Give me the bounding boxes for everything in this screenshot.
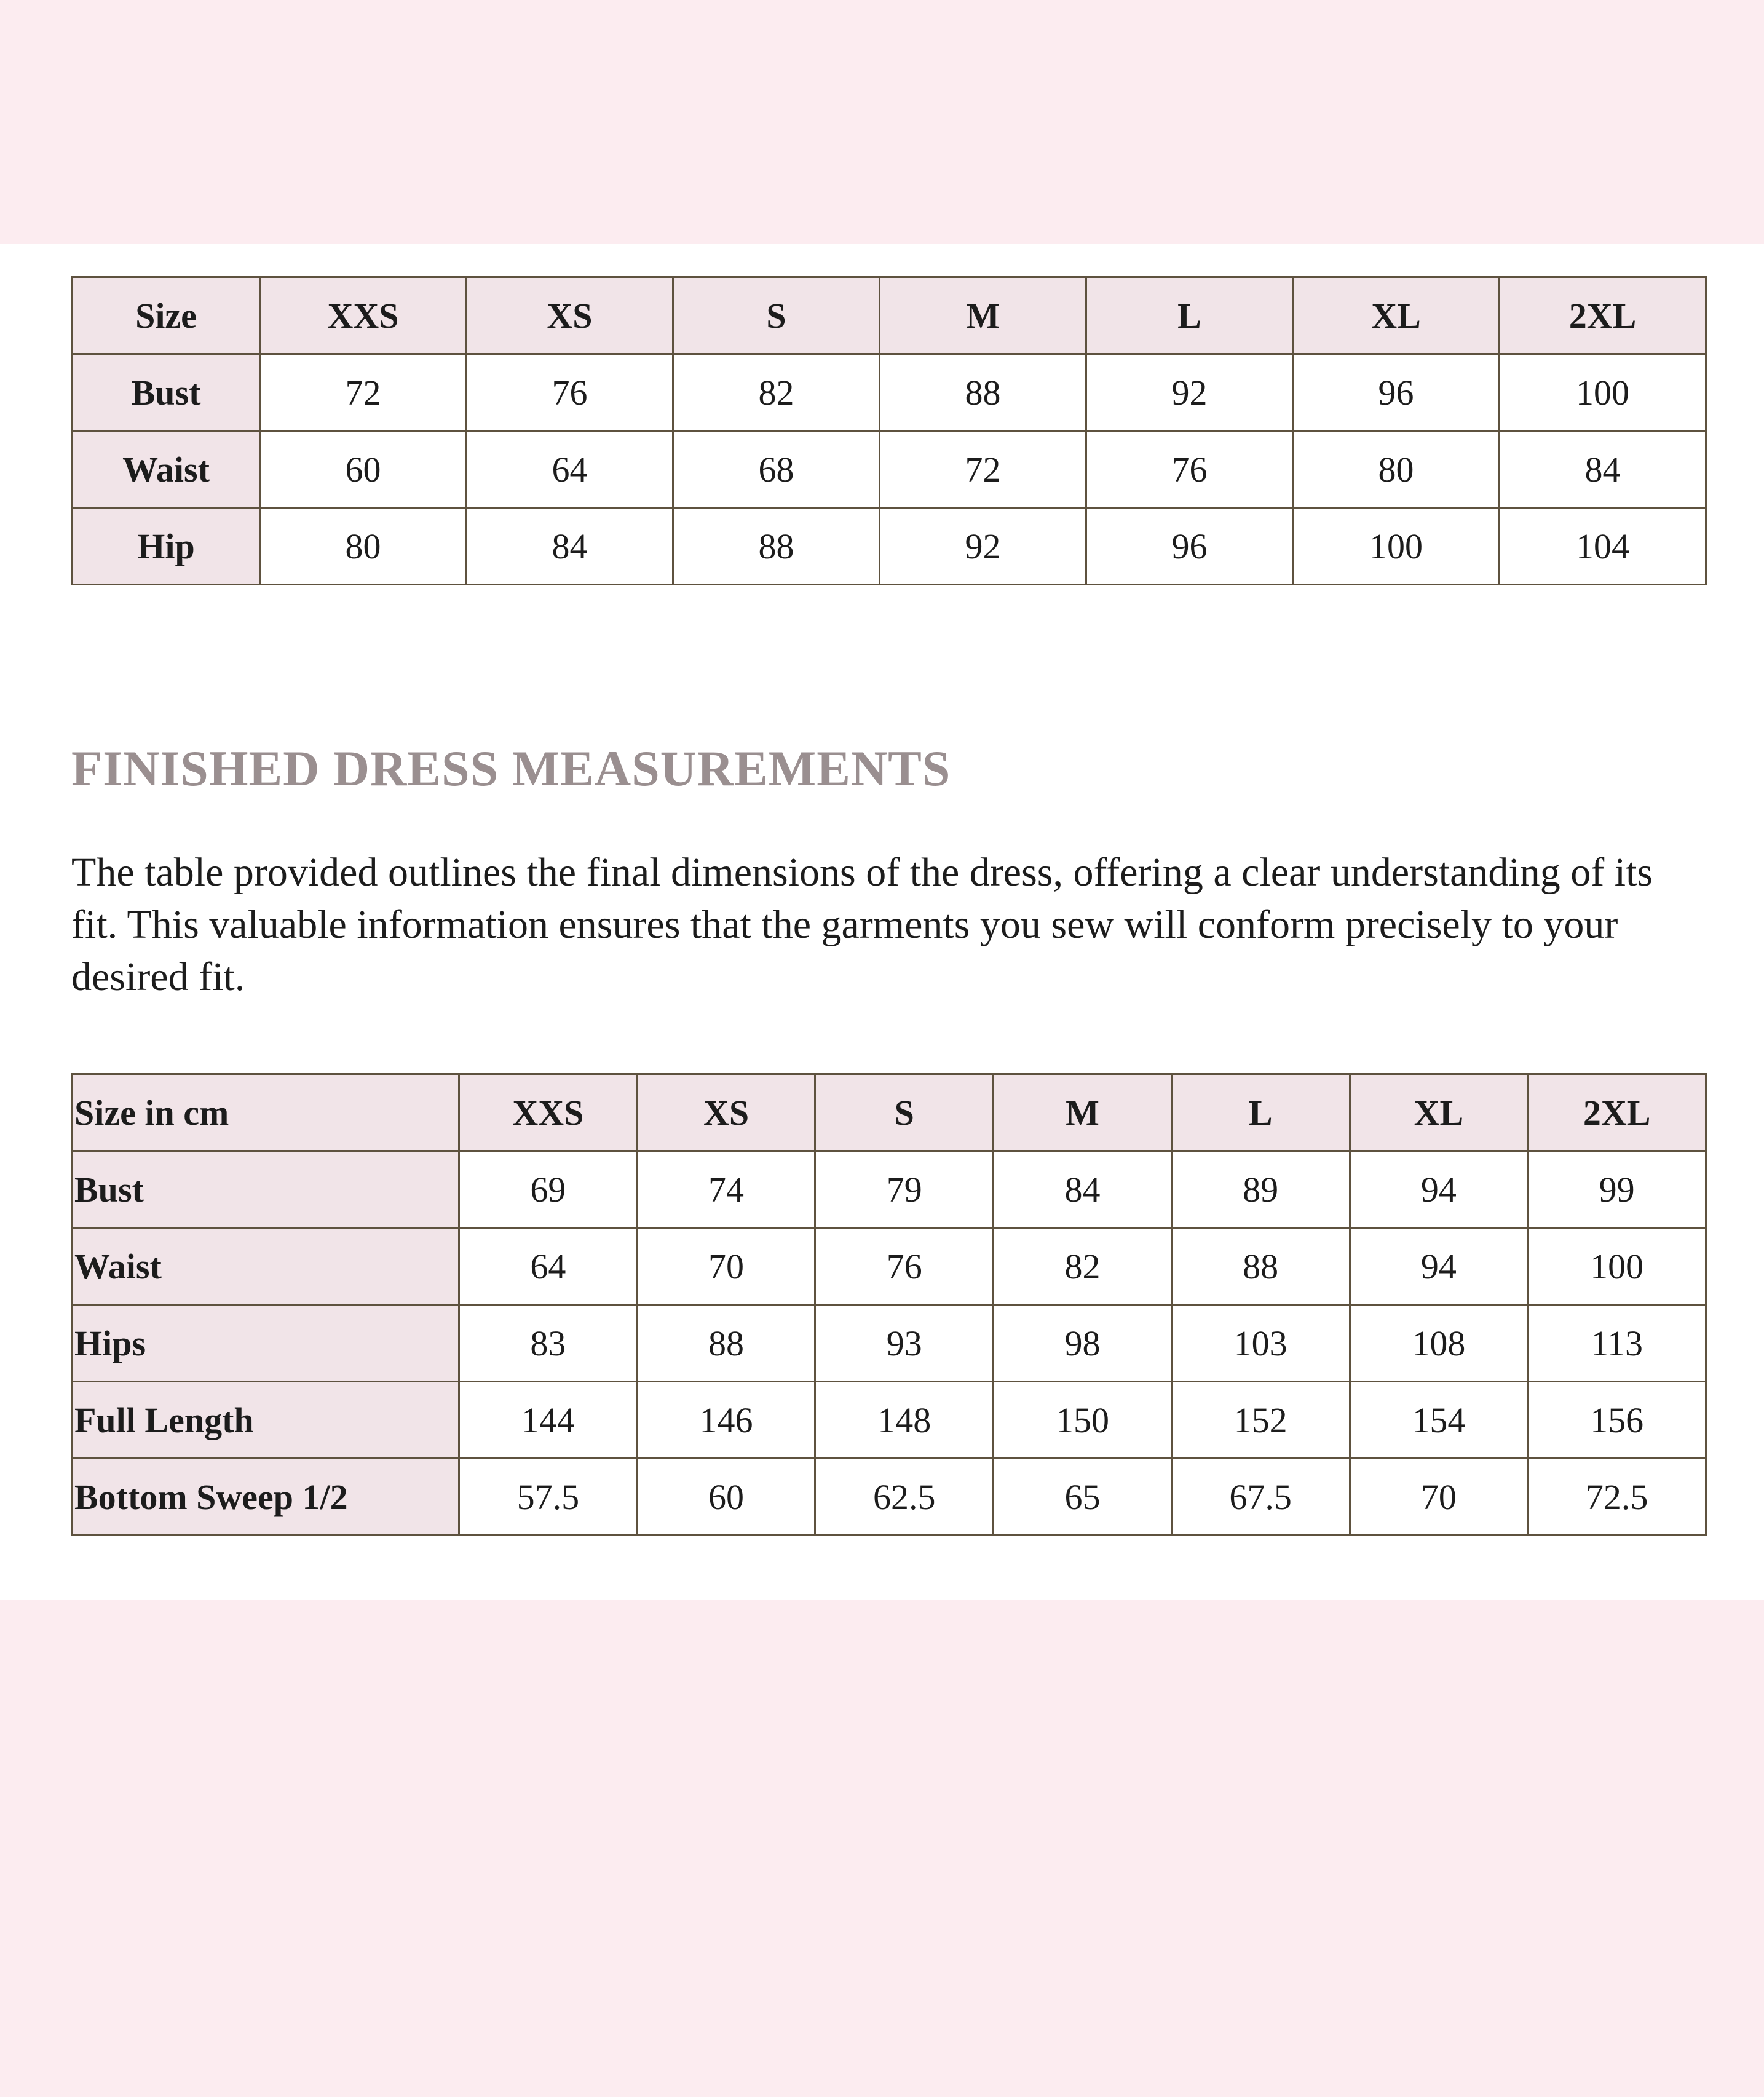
table-cell: 89 bbox=[1171, 1151, 1350, 1228]
row-label: Hips bbox=[73, 1305, 459, 1382]
table-cell: 67.5 bbox=[1171, 1459, 1350, 1536]
table-cell: 70 bbox=[637, 1228, 815, 1305]
table-row bbox=[73, 1151, 1706, 1228]
table-row bbox=[73, 1305, 1706, 1382]
table-cell: 74 bbox=[637, 1151, 815, 1228]
table-cell: 57.5 bbox=[459, 1459, 638, 1536]
table-row bbox=[73, 431, 1706, 508]
table-cell: 88 bbox=[880, 354, 1086, 431]
table-cell: 88 bbox=[1171, 1228, 1350, 1305]
table-cell: 72.5 bbox=[1528, 1459, 1706, 1536]
table-cell: 96 bbox=[1086, 508, 1293, 585]
table-row bbox=[73, 1382, 1706, 1459]
table-header-cell: S bbox=[815, 1074, 994, 1151]
table-header-cell: Size bbox=[73, 277, 260, 354]
table-row bbox=[73, 508, 1706, 585]
table-cell: 76 bbox=[467, 354, 673, 431]
table-cell: 88 bbox=[637, 1305, 815, 1382]
table-cell: 96 bbox=[1293, 354, 1500, 431]
table-cell: 154 bbox=[1350, 1382, 1528, 1459]
table-cell: 144 bbox=[459, 1382, 638, 1459]
table-row bbox=[73, 1228, 1706, 1305]
table-cell: 83 bbox=[459, 1305, 638, 1382]
table-cell: 150 bbox=[994, 1382, 1172, 1459]
table-header-cell: L bbox=[1086, 277, 1293, 354]
table-cell: 100 bbox=[1500, 354, 1706, 431]
table-header-cell: XXS bbox=[260, 277, 467, 354]
table-cell: 64 bbox=[459, 1228, 638, 1305]
table-header-row bbox=[73, 277, 1706, 354]
table-cell: 146 bbox=[637, 1382, 815, 1459]
table-cell: 72 bbox=[880, 431, 1086, 508]
finished-dress-measurements-table bbox=[71, 1073, 1707, 1536]
table-header-row bbox=[73, 1074, 1706, 1151]
table-cell: 80 bbox=[1293, 431, 1500, 508]
section-heading: FINISHED DRESS MEASUREMENTS bbox=[71, 740, 951, 796]
table-cell: 68 bbox=[673, 431, 880, 508]
table-cell: 98 bbox=[994, 1305, 1172, 1382]
table-header-cell: S bbox=[673, 277, 880, 354]
table-cell: 65 bbox=[994, 1459, 1172, 1536]
table-cell: 100 bbox=[1528, 1228, 1706, 1305]
table-cell: 72 bbox=[260, 354, 467, 431]
table-cell: 82 bbox=[673, 354, 880, 431]
table-header-cell: L bbox=[1171, 1074, 1350, 1151]
table-cell: 84 bbox=[467, 508, 673, 585]
table-cell: 84 bbox=[994, 1151, 1172, 1228]
table-header-cell: XS bbox=[467, 277, 673, 354]
table-cell: 104 bbox=[1500, 508, 1706, 585]
table-cell: 76 bbox=[1086, 431, 1293, 508]
table-cell: 84 bbox=[1500, 431, 1706, 508]
row-label: Waist bbox=[73, 1228, 459, 1305]
table-cell: 92 bbox=[880, 508, 1086, 585]
table-header-cell: XS bbox=[637, 1074, 815, 1151]
table-row bbox=[73, 354, 1706, 431]
table-cell: 60 bbox=[260, 431, 467, 508]
table-cell: 92 bbox=[1086, 354, 1293, 431]
row-label: Hip bbox=[73, 508, 260, 585]
row-label: Bust bbox=[73, 1151, 459, 1228]
table-cell: 94 bbox=[1350, 1228, 1528, 1305]
table-row bbox=[73, 1459, 1706, 1536]
table-cell: 69 bbox=[459, 1151, 638, 1228]
table-header-cell: XL bbox=[1350, 1074, 1528, 1151]
table-cell: 99 bbox=[1528, 1151, 1706, 1228]
table-cell: 100 bbox=[1293, 508, 1500, 585]
table-cell: 76 bbox=[815, 1228, 994, 1305]
table-cell: 148 bbox=[815, 1382, 994, 1459]
table-cell: 79 bbox=[815, 1151, 994, 1228]
row-label: Bottom Sweep 1/2 bbox=[73, 1459, 459, 1536]
table-cell: 64 bbox=[467, 431, 673, 508]
table-cell: 88 bbox=[673, 508, 880, 585]
table-cell: 94 bbox=[1350, 1151, 1528, 1228]
table-cell: 60 bbox=[637, 1459, 815, 1536]
table-header-cell: XXS bbox=[459, 1074, 638, 1151]
table-cell: 103 bbox=[1171, 1305, 1350, 1382]
table-header-cell: M bbox=[994, 1074, 1172, 1151]
table-cell: 80 bbox=[260, 508, 467, 585]
table-cell: 62.5 bbox=[815, 1459, 994, 1536]
table-cell: 70 bbox=[1350, 1459, 1528, 1536]
row-label: Bust bbox=[73, 354, 260, 431]
table-cell: 113 bbox=[1528, 1305, 1706, 1382]
table-header-cell: M bbox=[880, 277, 1086, 354]
document-sheet bbox=[0, 244, 1764, 1600]
table-header-cell: 2XL bbox=[1500, 277, 1706, 354]
table-header-cell: Size in cm bbox=[73, 1074, 459, 1151]
row-label: Waist bbox=[73, 431, 260, 508]
body-measurements-table bbox=[71, 276, 1707, 585]
table-cell: 108 bbox=[1350, 1305, 1528, 1382]
table-header-cell: 2XL bbox=[1528, 1074, 1706, 1151]
table-cell: 152 bbox=[1171, 1382, 1350, 1459]
table-cell: 82 bbox=[994, 1228, 1172, 1305]
row-label: Full Length bbox=[73, 1382, 459, 1459]
table-cell: 156 bbox=[1528, 1382, 1706, 1459]
table-cell: 93 bbox=[815, 1305, 994, 1382]
table-header-cell: XL bbox=[1293, 277, 1500, 354]
section-description: The table provided outlines the final dimensions of the dress, offering a clear understanding of its fit. This valuable information ensures that the garments you sew will conform precisely to your desired fit. bbox=[71, 850, 1653, 999]
